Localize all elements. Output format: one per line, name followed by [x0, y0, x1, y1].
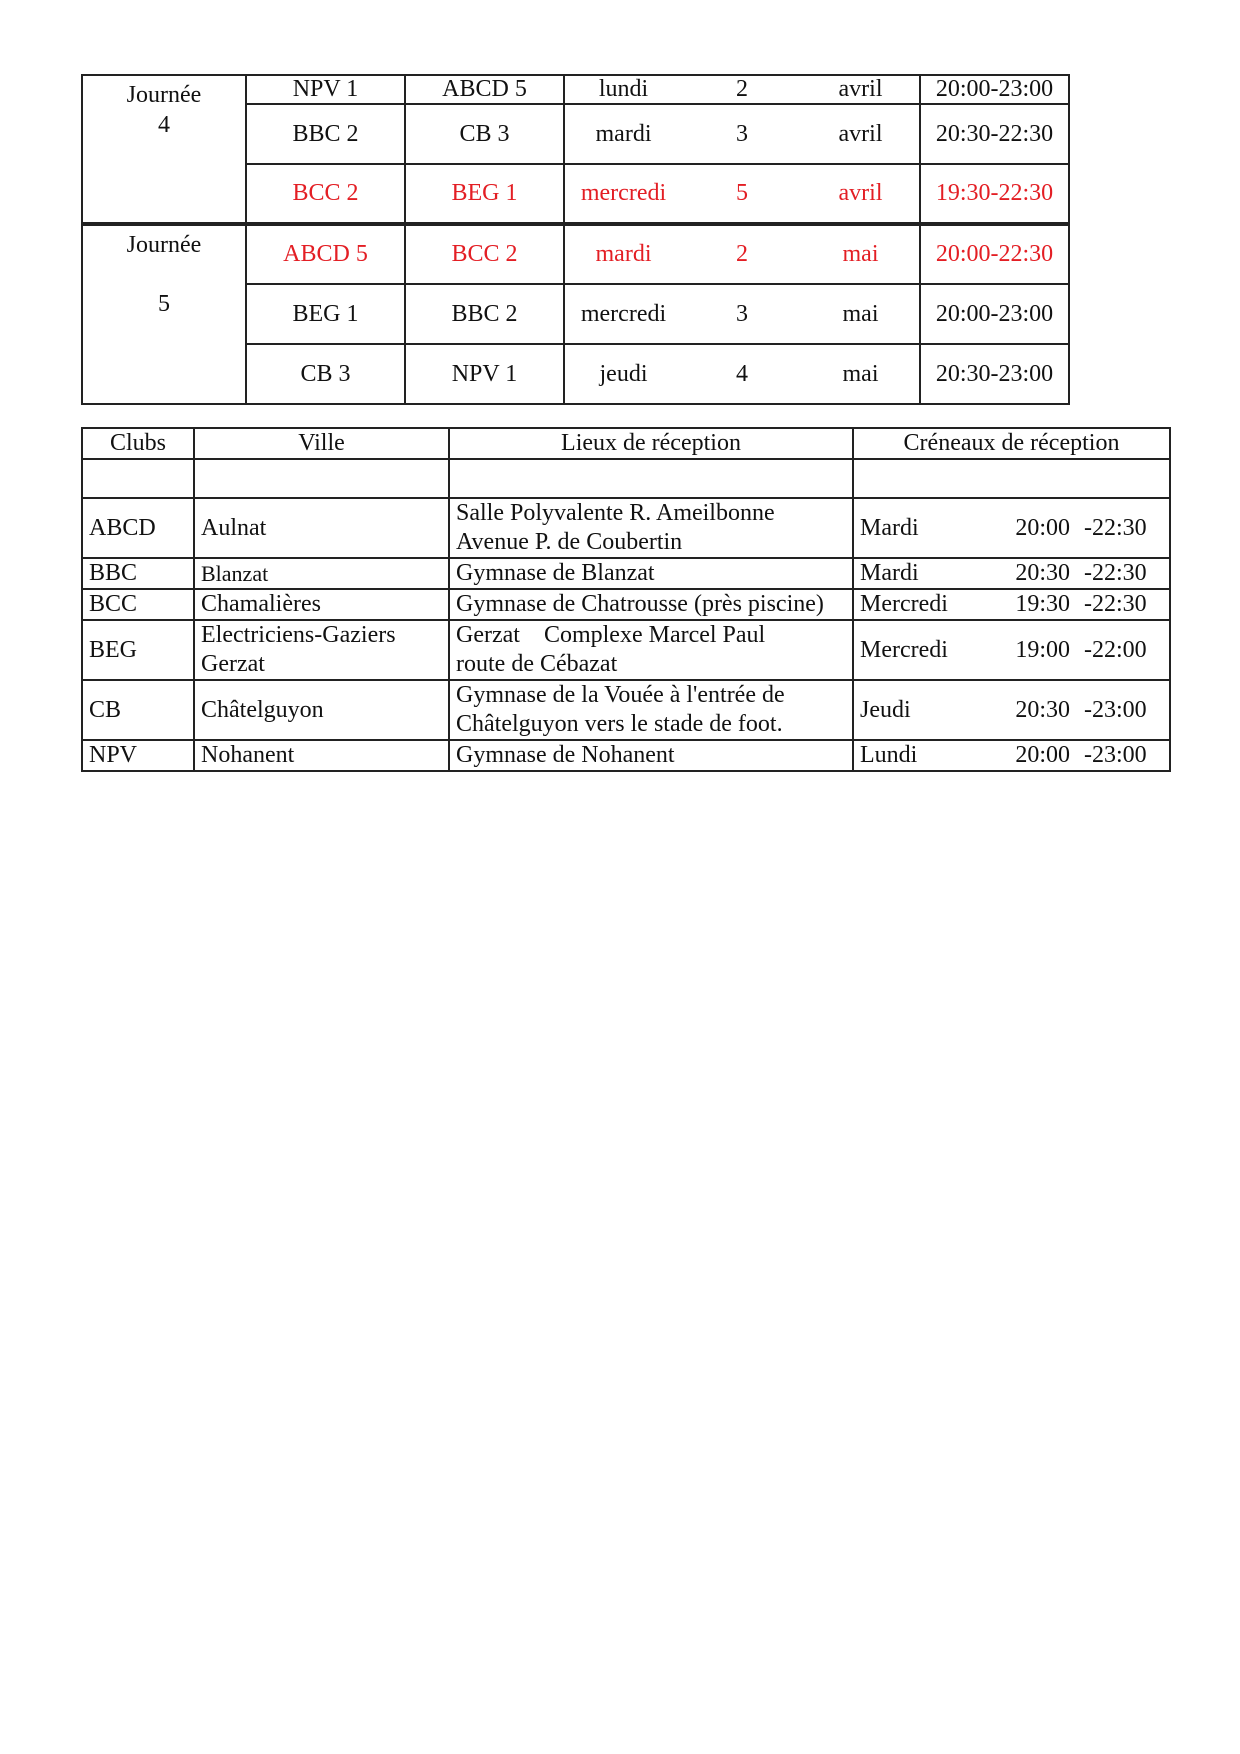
club-row [82, 558, 1170, 589]
home-team: BEG 1 [246, 284, 405, 344]
away-team: BCC 2 [405, 224, 564, 284]
match-date: 3 [682, 104, 802, 164]
club-code: BCC [82, 589, 194, 620]
club-row [82, 620, 1170, 680]
away-team: NPV 1 [405, 344, 564, 404]
match-time: 20:30-22:30 [920, 104, 1069, 164]
club-row [82, 680, 1170, 740]
match-day: mercredi [564, 284, 682, 344]
club-lieux: Gymnase de Blanzat [449, 558, 853, 589]
clubs-header-row [82, 428, 1170, 459]
home-team: BCC 2 [246, 164, 405, 224]
club-lieux: Gymnase de Nohanent [449, 740, 853, 771]
match-month: avril [802, 75, 920, 104]
club-creneau: Mercredi 19:00 -22:00 [853, 620, 1170, 680]
home-team: NPV 1 [246, 75, 405, 104]
away-team: CB 3 [405, 104, 564, 164]
club-creneau: Mercredi 19:30 -22:30 [853, 589, 1170, 620]
journee-number: 5 [158, 291, 170, 317]
club-row [82, 498, 1170, 558]
club-code: ABCD [82, 498, 194, 558]
club-code: NPV [82, 740, 194, 771]
home-team: CB 3 [246, 344, 405, 404]
match-day: lundi [564, 75, 682, 104]
match-date: 5 [682, 164, 802, 224]
club-lieux: Gymnase de la Vouée à l'entrée de Châtelguyon vers le stade de foot. [449, 680, 853, 740]
club-ville: Blanzat [194, 558, 449, 589]
header-creneaux: Créneaux de réception [853, 428, 1170, 459]
header-lieux: Lieux de réception [449, 428, 853, 459]
club-creneau: Mardi 20:30 -22:30 [853, 558, 1170, 589]
schedule-table [81, 74, 1070, 405]
club-lieux: Gerzat Complexe Marcel Paul route de Cébazat [449, 620, 853, 680]
club-lieux: Gymnase de Chatrousse (près piscine) [449, 589, 853, 620]
home-team: BBC 2 [246, 104, 405, 164]
journee-cell [82, 75, 246, 224]
match-date: 2 [682, 75, 802, 104]
club-ville: Chamalières [194, 589, 449, 620]
match-day: mardi [564, 224, 682, 284]
away-team: BEG 1 [405, 164, 564, 224]
match-day: mardi [564, 104, 682, 164]
match-time: 19:30-22:30 [920, 164, 1069, 224]
home-team: ABCD 5 [246, 224, 405, 284]
match-month: avril [802, 104, 920, 164]
match-date: 3 [682, 284, 802, 344]
empty-row [82, 459, 1170, 498]
match-time: 20:00-22:30 [920, 224, 1069, 284]
club-creneau: Mardi 20:00 -22:30 [853, 498, 1170, 558]
club-ville: Electriciens-Gaziers Gerzat [194, 620, 449, 680]
journee-number: 4 [158, 112, 170, 138]
match-time: 20:30-23:00 [920, 344, 1069, 404]
club-creneau: Lundi 20:00 -23:00 [853, 740, 1170, 771]
club-lieux: Salle Polyvalente R. Ameilbonne Avenue P. de Coubertin [449, 498, 853, 558]
match-date: 4 [682, 344, 802, 404]
match-row [82, 75, 1069, 104]
club-ville: Aulnat [194, 498, 449, 558]
club-code: BBC [82, 558, 194, 589]
header-ville: Ville [194, 428, 449, 459]
club-code: CB [82, 680, 194, 740]
club-creneau: Jeudi 20:30 -23:00 [853, 680, 1170, 740]
journee-label: Journée [126, 82, 202, 108]
away-team: ABCD 5 [405, 75, 564, 104]
match-day: jeudi [564, 344, 682, 404]
club-code: BEG [82, 620, 194, 680]
away-team: BBC 2 [405, 284, 564, 344]
match-month: mai [802, 344, 920, 404]
header-clubs: Clubs [82, 428, 194, 459]
journee-cell [82, 224, 246, 404]
match-row [82, 224, 1069, 284]
clubs-table [81, 427, 1171, 772]
club-ville: Nohanent [194, 740, 449, 771]
club-row [82, 589, 1170, 620]
match-month: avril [802, 164, 920, 224]
match-time: 20:00-23:00 [920, 284, 1069, 344]
journee-label: Journée [126, 232, 202, 258]
club-ville: Châtelguyon [194, 680, 449, 740]
match-month: mai [802, 284, 920, 344]
match-time: 20:00-23:00 [920, 75, 1069, 104]
match-date: 2 [682, 224, 802, 284]
club-row [82, 740, 1170, 771]
match-day: mercredi [564, 164, 682, 224]
match-month: mai [802, 224, 920, 284]
